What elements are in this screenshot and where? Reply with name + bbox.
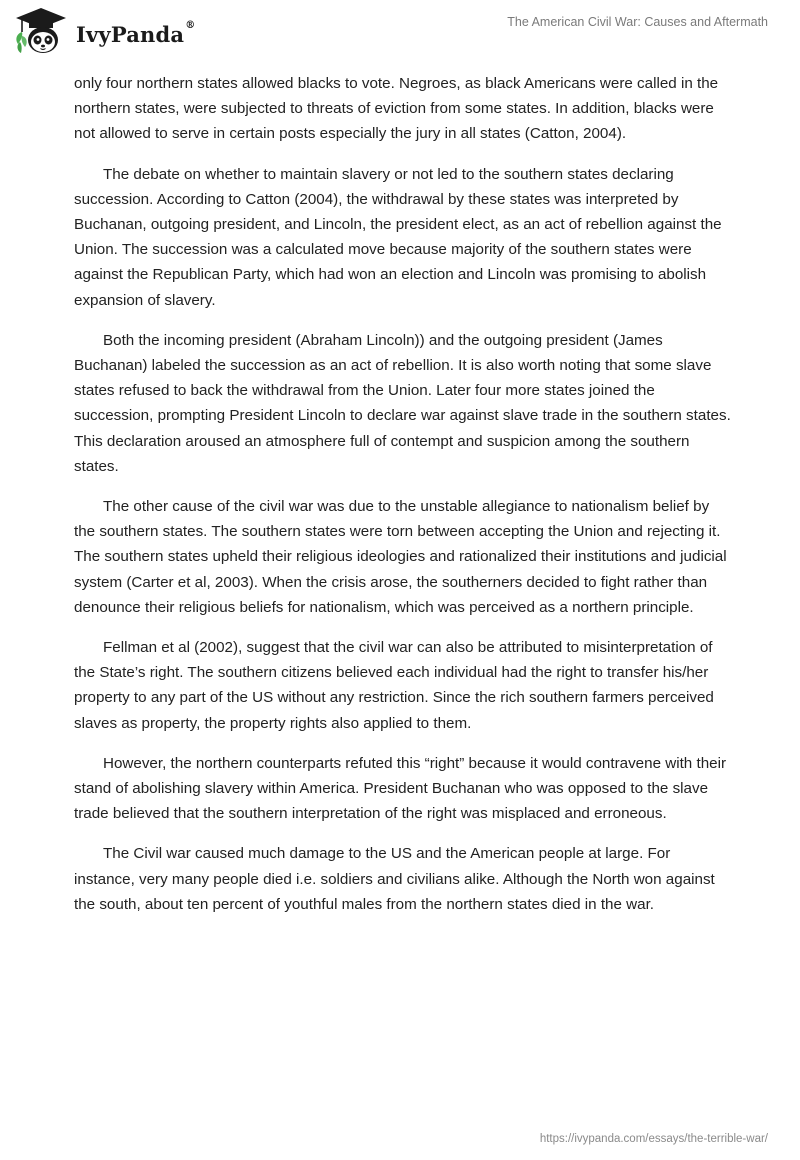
paragraph: The Civil war caused much damage to the US and the American people at large. For instance, very many people died i.e. soldiers and civilians alike. Although the North won against the south, about ten percent of youthful males from the northern states died in the war. — [74, 845, 715, 913]
paragraph: Fellman et al (2002), suggest that the civil war can also be attributed to misinterpretation of the State’s right. The southern citizens believed each individual had the right to transfer his/her property to any part of the US without any restriction. Since the rich southern farmers perceived slaves as property, the property rights also applied to them. — [74, 639, 714, 732]
registered-mark: ® — [185, 19, 196, 31]
panda-graduate-logo-icon — [12, 6, 70, 58]
paragraph: The debate on whether to maintain slavery or not led to the southern states declaring succession. According to Catton (2004), the withdrawal by these states was interpreted by Buchanan, outgoing president, and Lincoln, the president elect, as an act of rebellion against the Union. The succession was a calculated move because majority of the southern states were against the Republican Party, which had won an election and Lincoln was promising to abolish expansion of slavery. — [74, 165, 722, 309]
document-title: The American Civil War: Causes and Aftermath — [507, 15, 768, 29]
paragraph: only four northern states allowed blacks to vote. Negroes, as black Americans were called in the northern states, were subjected to threats of eviction from some states. In addition, blacks were not allowed to serve in certain posts especially the jury in all states (Catton, 2004). — [74, 75, 719, 143]
essay-body — [74, 71, 734, 932]
brand-name-text: IvyPanda — [76, 21, 185, 47]
paragraph: However, the northern counterparts refuted this “right” because it would contravene with their stand of abolishing slavery within America. President Buchanan who was opposed to the slave trade believed that the southern interpretation of the right was misplaced and erroneous. — [74, 754, 727, 823]
paragraph: The other cause of the civil war was due to the unstable allegiance to nationalism belief by the southern states. The southern states were torn between accepting the Union and rejecting it. The southern states upheld their religious ideologies and rationalized their institutions and judicial system (Carter et al, 2003). When the crisis arose, the southerners decided to fight rather than denounce their religious beliefs for nationalism, which was perceived as a northern principle. — [74, 498, 727, 616]
brand-name — [76, 19, 196, 47]
page-header — [0, 0, 800, 70]
source-url-link[interactable]: https://ivypanda.com/essays/the-terrible-war/ — [539, 1133, 768, 1145]
ivypanda-logo[interactable] — [12, 6, 195, 58]
paragraph: Both the incoming president (Abraham Lincoln)) and the outgoing president (James Buchanan) labeled the succession as an act of rebellion. It is also worth noting that some slave states refused to back the withdrawal from the Union. Later four more states joined the succession, prompting President Lincoln to declare war against slave trade in the southern states. This declaration aroused an atmosphere full of contempt and suspicion among the southern states. — [74, 331, 731, 475]
